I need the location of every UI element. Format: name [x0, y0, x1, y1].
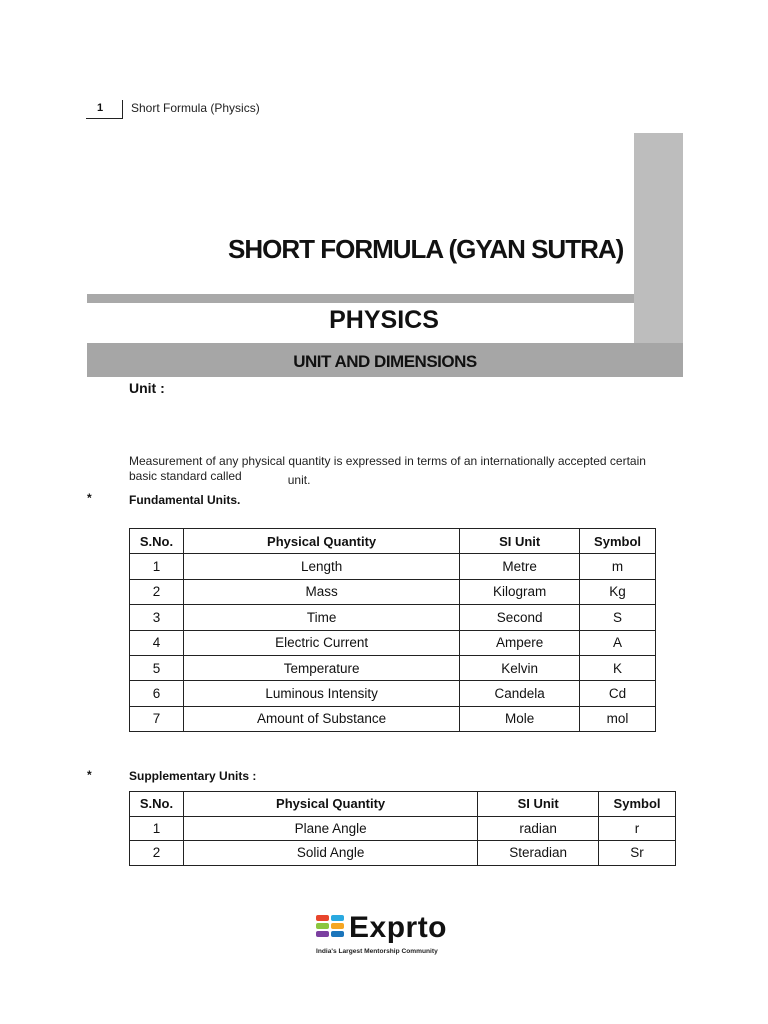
table-row: [130, 841, 676, 866]
table-cell: Kelvin: [460, 655, 580, 680]
table-cell: Solid Angle: [183, 841, 477, 866]
column-header: Symbol: [580, 529, 656, 554]
running-header: Short Formula (Physics): [131, 101, 260, 115]
table-cell: Plane Angle: [183, 816, 477, 841]
page-number-box: [86, 100, 123, 119]
unit-heading: Unit :: [129, 380, 165, 396]
column-header: Physical Quantity: [183, 529, 459, 554]
table-cell: Temperature: [183, 655, 459, 680]
table-cell: Luminous Intensity: [183, 681, 459, 706]
table-cell: Steradian: [478, 841, 599, 866]
table-row: [130, 706, 656, 731]
table-cell: Sr: [599, 841, 676, 866]
logo-wordmark: Exprto: [349, 911, 448, 944]
bullet-marker: *: [87, 491, 92, 505]
table-cell: Metre: [460, 554, 580, 579]
table-row: [130, 579, 656, 604]
table-row: [130, 655, 656, 680]
table-cell: A: [580, 630, 656, 655]
table-cell: Second: [460, 605, 580, 630]
exprto-logo: [316, 913, 456, 959]
table-header-row: [130, 792, 676, 817]
table-cell: Mole: [460, 706, 580, 731]
table-cell: Kg: [580, 579, 656, 604]
table-cell: Ampere: [460, 630, 580, 655]
supplementary-units-heading: Supplementary Units :: [129, 769, 257, 783]
table-cell: Mass: [183, 579, 459, 604]
unit-definition-tail: unit.: [287, 473, 311, 487]
table-cell: 2: [130, 841, 184, 866]
column-header: S.No.: [130, 529, 184, 554]
table-cell: Kilogram: [460, 579, 580, 604]
table-cell: Length: [183, 554, 459, 579]
unit-definition-line-1: Measurement of any physical quantity is expressed in terms of an internationally accepted certain: [129, 454, 646, 468]
table-cell: Electric Current: [183, 630, 459, 655]
table-row: [130, 681, 656, 706]
column-header: Physical Quantity: [183, 792, 477, 817]
table-cell: 3: [130, 605, 184, 630]
table-row: [130, 816, 676, 841]
decorative-divider-bar: [87, 294, 634, 303]
table-cell: 4: [130, 630, 184, 655]
table-cell: 1: [130, 816, 184, 841]
table-cell: K: [580, 655, 656, 680]
supplementary-units-table: [129, 791, 676, 866]
bullet-marker: *: [87, 768, 92, 782]
column-header: S.No.: [130, 792, 184, 817]
table-cell: Amount of Substance: [183, 706, 459, 731]
table-cell: 6: [130, 681, 184, 706]
logo-tagline: India's Largest Mentorship Community: [316, 948, 438, 955]
document-title: SHORT FORMULA (GYAN SUTRA): [228, 234, 624, 264]
table-cell: 2: [130, 579, 184, 604]
subject-title: PHYSICS: [329, 306, 439, 334]
table-cell: r: [599, 816, 676, 841]
page-number: 1: [97, 102, 104, 114]
column-header: SI Unit: [478, 792, 599, 817]
table-row: [130, 605, 656, 630]
table-cell: mol: [580, 706, 656, 731]
unit-definition-text: basic standard called: [129, 469, 242, 483]
table-cell: m: [580, 554, 656, 579]
table-cell: Candela: [460, 681, 580, 706]
fundamental-units-table: [129, 528, 656, 732]
table-cell: Time: [183, 605, 459, 630]
table-cell: radian: [478, 816, 599, 841]
table-row: [130, 630, 656, 655]
table-cell: 7: [130, 706, 184, 731]
table-cell: S: [580, 605, 656, 630]
column-header: SI Unit: [460, 529, 580, 554]
column-header: Symbol: [599, 792, 676, 817]
fundamental-units-heading: Fundamental Units.: [129, 493, 241, 507]
section-title: UNIT AND DIMENSIONS: [293, 352, 477, 371]
table-cell: 1: [130, 554, 184, 579]
table-row: [130, 554, 656, 579]
unit-definition-line-2: [129, 469, 683, 487]
unit-definition: [129, 454, 683, 487]
exprto-logo-icon: [316, 915, 346, 945]
table-cell: Cd: [580, 681, 656, 706]
table-cell: 5: [130, 655, 184, 680]
table-header-row: [130, 529, 656, 554]
